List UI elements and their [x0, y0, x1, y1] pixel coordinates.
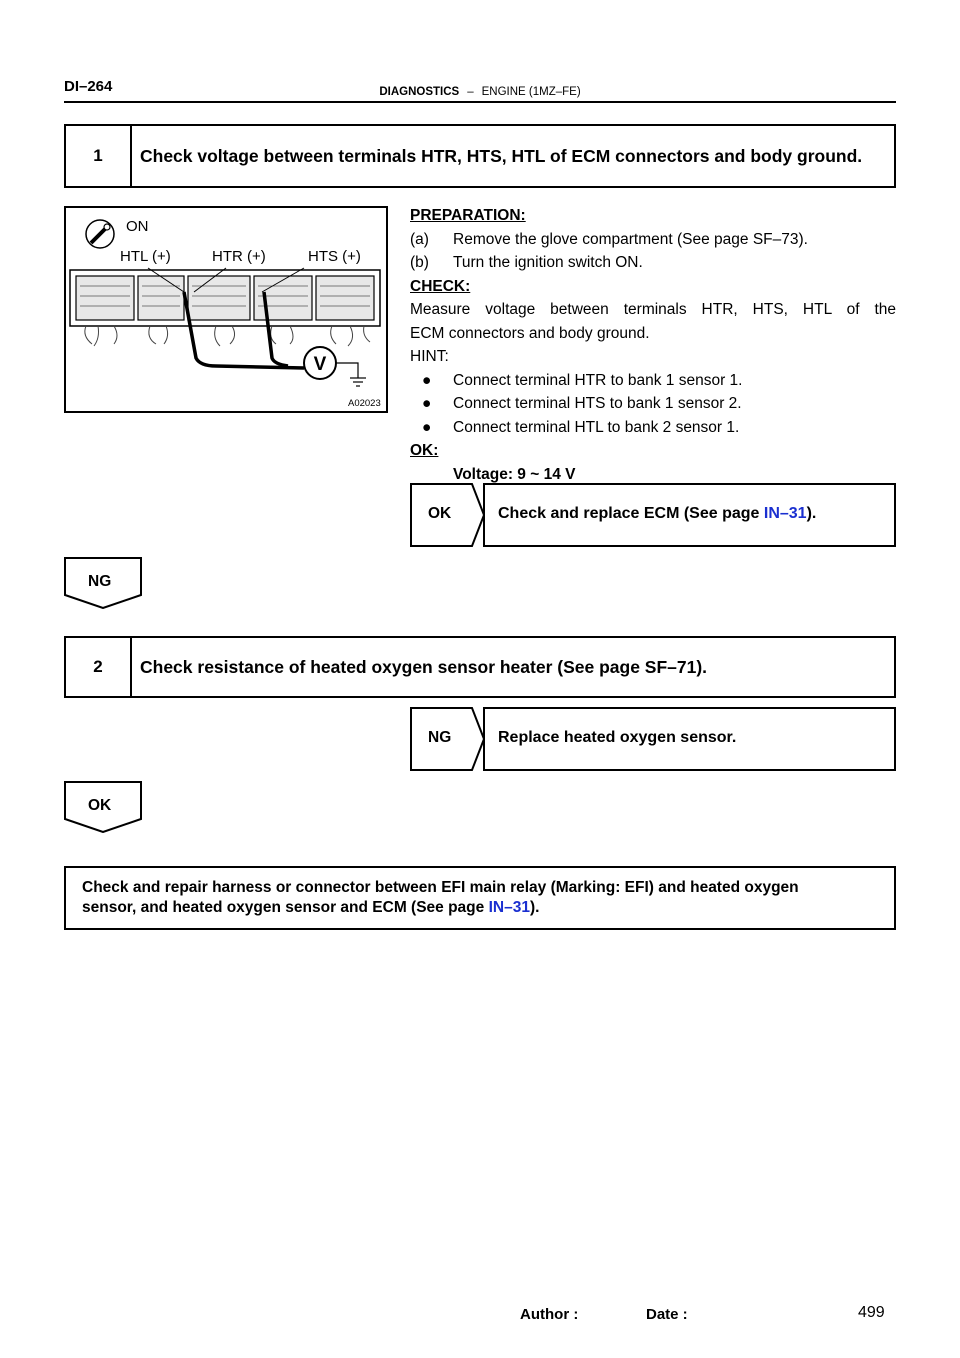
- bullet-icon: ●: [422, 395, 432, 412]
- section-dash: –: [467, 86, 474, 98]
- ok-heading: OK:: [410, 442, 439, 459]
- preparation-item: [410, 251, 896, 275]
- ecm-connector-figure: [64, 206, 388, 413]
- check-heading: CHECK:: [410, 277, 471, 295]
- hint-bullet: [410, 392, 896, 416]
- step-2-box: [64, 636, 896, 698]
- figure-on-label: ON: [126, 218, 149, 235]
- preparation-heading: PREPARATION:: [410, 207, 526, 224]
- preparation-marker: (b): [410, 254, 429, 271]
- step-1-title: Check voltage between terminals HTR, HTS, HTL of ECM connectors and body ground.: [140, 145, 863, 166]
- result-ng-text: Replace heated oxygen sensor.: [498, 729, 737, 746]
- figure-label-htl: HTL (+): [120, 248, 171, 265]
- check-text-line2: ECM connectors and body ground.: [410, 324, 650, 342]
- bullet-icon: ●: [422, 371, 432, 389]
- preparation-text: Turn the ignition switch ON.: [453, 254, 643, 271]
- hint-bullet-text: Connect terminal HTS to bank 1 sensor 2.: [453, 395, 742, 412]
- final-action-box: [64, 866, 896, 930]
- flow-tag-ok: [64, 781, 142, 833]
- result-ok-text: [498, 505, 816, 523]
- flow-tag-ng-label: NG: [88, 573, 112, 590]
- final-action-line2: [82, 898, 884, 918]
- voltmeter-label: V: [313, 354, 327, 375]
- result-ok-box: [410, 483, 896, 547]
- hint-heading: HINT:: [410, 348, 449, 365]
- step-1-box: [64, 124, 896, 188]
- ignition-key-icon: [86, 220, 114, 248]
- voltmeter-icon: [304, 347, 358, 379]
- final-action-label: sensor, and heated oxygen sensor and ECM (See page: [82, 899, 489, 916]
- ecm-connector-diagram: [66, 208, 386, 411]
- step-2-number: 2: [66, 638, 132, 696]
- result-ng-tag: NG: [428, 729, 452, 746]
- figure-code: A02023: [348, 398, 381, 409]
- step-1-number: 1: [66, 126, 132, 186]
- procedure-text: [410, 204, 896, 486]
- step-2-title: Check resistance of heated oxygen sensor heater (See page SF–71).: [140, 656, 708, 677]
- flow-tag-ok-label: OK: [88, 797, 112, 814]
- bullet-icon: ●: [422, 418, 432, 436]
- final-action-line1: Check and repair harness or connector between EFI main relay (Marking: EFI) and heated oxygen: [82, 879, 799, 896]
- result-ok-suffix: ).: [806, 505, 817, 522]
- flow-tag-ng: [64, 557, 142, 609]
- result-ok-label: Check and replace ECM (See page: [498, 505, 764, 522]
- hint-bullet-text: Connect terminal HTL to bank 2 sensor 1.: [453, 418, 740, 436]
- final-action-suffix: ).: [529, 899, 540, 916]
- footer-page-number: 499: [858, 1304, 885, 1321]
- ok-voltage: Voltage: 9 ~ 14 V: [453, 465, 576, 483]
- footer-author: Author :: [520, 1306, 579, 1323]
- ecm-connector-body: [70, 270, 380, 346]
- hint-bullet: [410, 416, 896, 440]
- preparation-text: Remove the glove compartment (See page SF–73).: [453, 230, 808, 248]
- ground-icon: [350, 378, 366, 386]
- result-ng-box: [410, 707, 896, 771]
- check-text-line1: Measure voltage between terminals HTR, HTS, HTL of the: [410, 301, 896, 318]
- section-header: [0, 86, 960, 98]
- figure-label-hts: HTS (+): [308, 248, 361, 265]
- hint-bullet-text: Connect terminal HTR to bank 1 sensor 1.: [453, 371, 743, 389]
- preparation-item: [410, 228, 896, 252]
- subsection-title: ENGINE (1MZ–FE): [481, 86, 581, 98]
- figure-label-htr: HTR (+): [212, 248, 266, 265]
- footer-date: Date :: [646, 1306, 688, 1323]
- page-code: DI–264: [64, 78, 113, 95]
- section-title: DIAGNOSTICS: [379, 86, 460, 98]
- hint-bullet: [410, 369, 896, 393]
- final-action-link[interactable]: IN–31: [488, 899, 530, 916]
- result-ok-tag: OK: [428, 505, 452, 522]
- preparation-marker: (a): [410, 230, 429, 248]
- final-action-text: [82, 878, 884, 918]
- result-ok-link[interactable]: IN–31: [763, 505, 807, 522]
- header-rule: [64, 101, 896, 103]
